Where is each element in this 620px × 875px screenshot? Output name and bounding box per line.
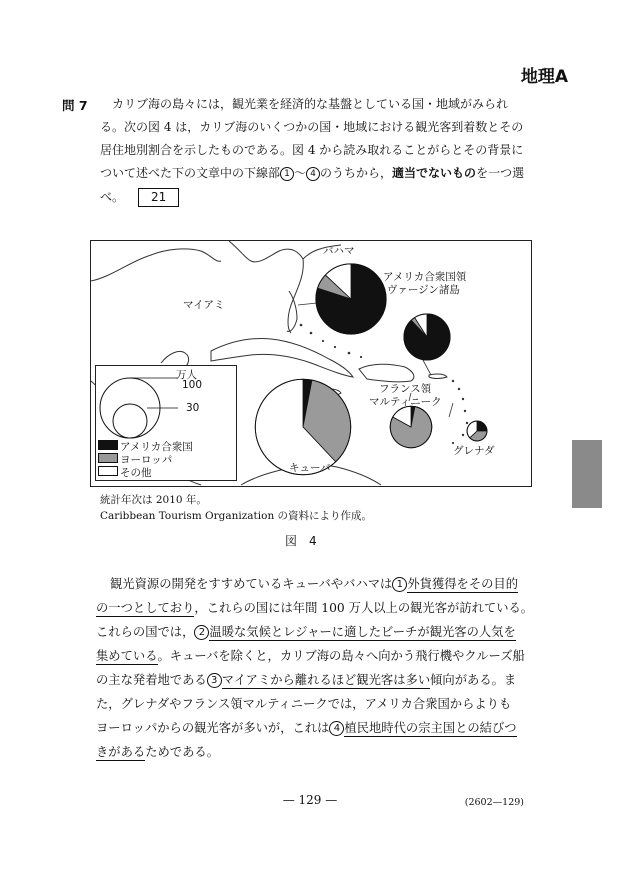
question-number: 問 7 xyxy=(62,98,88,113)
passage-line-4: 集めている。キューバを除くと，カリブ海の島々へ向かう飛行機やクルーズ船 xyxy=(96,649,525,663)
circled-4-icon: 4 xyxy=(329,721,344,736)
label-bahamas: バハマ xyxy=(323,245,355,257)
label-usvi-1: アメリカ合衆国領 xyxy=(383,271,467,283)
underline-4b: きがある xyxy=(96,745,146,759)
passage-line-7: ヨーロッパからの観光客が多いが，これは 4 植民地時代の宗主国との結びつ xyxy=(96,721,517,735)
question-line-5-text: べ。 xyxy=(100,190,125,204)
circled-2-icon: 2 xyxy=(194,625,209,640)
legend-item-europe: ヨーロッパ xyxy=(98,452,172,467)
side-tab-marker xyxy=(572,440,602,508)
question-line-2: る。次の図 4 は，カリブ海のいくつかの国・地域における観光客到着数とその xyxy=(100,120,524,134)
circled-4-icon: 4 xyxy=(306,167,320,181)
passage-line-6: た，グレナダやフランス領マルティニークでは，アメリカ合衆国からよりも xyxy=(96,697,512,711)
label-usvi-2: ヴァージン諸島 xyxy=(387,284,460,296)
legend xyxy=(95,365,237,481)
passage-line-5: の主な発着地である 3 マイアミから離れるほど観光客は多い傾向がある。ま xyxy=(96,673,517,687)
underline-2b: 集めている xyxy=(96,649,158,663)
underline-4a: 植民地時代の宗主国との結びつ xyxy=(344,721,517,735)
question-line-4-end: を一つ選 xyxy=(476,166,525,180)
swatch-black xyxy=(98,440,118,450)
passage-line-1: 観光資源の開発をすすめているキューバやバハマは 1 外貨獲得をその目的 xyxy=(110,577,519,591)
question-line-4-post: のうちから， xyxy=(320,166,393,180)
legend-size-large: 100 xyxy=(182,379,203,391)
label-martinique-2: マルティニーク xyxy=(369,396,442,408)
legend-circle-small xyxy=(113,404,147,438)
figure-caption: 図 4 xyxy=(285,534,317,548)
label-martinique-1: フランス領 xyxy=(379,383,432,395)
question-emphasis: 適当でないもの xyxy=(392,166,477,180)
underline-2a: 温暖な気候とレジャーに適したビーチが観光客の人気を xyxy=(209,625,516,639)
label-grenada: グレナダ xyxy=(453,445,495,457)
passage-line-8: きがあるためである。 xyxy=(96,745,219,759)
question-line-5 xyxy=(100,186,179,209)
circled-3-icon: 3 xyxy=(207,673,222,688)
label-cuba: キューバ xyxy=(289,462,331,474)
underline-3: マイアミから離れるほど観光客は多い xyxy=(221,673,431,687)
page-number: — 129 — xyxy=(282,793,338,807)
question-line-4-pre: ついて述べた下の文章中の下線部 xyxy=(100,166,281,180)
figure-map xyxy=(90,240,532,487)
subject-title: 地理A xyxy=(520,67,568,87)
legend-size-small: 30 xyxy=(186,402,200,414)
circled-1-icon: 1 xyxy=(392,577,407,592)
figure-note-2: Caribbean Tourism Organization の資料により作成。 xyxy=(100,510,373,522)
legend-item-usa: アメリカ合衆国 xyxy=(98,439,193,454)
label-miami: マイアミ xyxy=(183,299,225,311)
underline-1a: 外貨獲得をその目的 xyxy=(407,577,519,591)
tilde: ～ xyxy=(294,166,307,180)
question-line-4 xyxy=(100,162,524,185)
page-code: (2602—129) xyxy=(464,797,524,808)
question-line-3: 居住地別割合を示したものである。図 4 から読み取れることがらとその背景に xyxy=(100,143,524,157)
legend-unit: 万人 xyxy=(176,369,197,381)
puerto-rico-island xyxy=(429,374,447,379)
answer-box[interactable]: 21 xyxy=(138,188,179,207)
circled-1-icon: 1 xyxy=(280,167,294,181)
passage-line-2: の一つとしており，これらの国には年間 100 万人以上の観光客が訪れている。 xyxy=(96,601,534,615)
swatch-white xyxy=(98,466,118,476)
hispaniola-island xyxy=(359,364,414,382)
underline-1b: の一つとしており xyxy=(96,601,195,615)
swatch-gray xyxy=(98,453,118,463)
question-line-1: カリブ海の島々には，観光業を経済的な基盤としている国・地域がみられ xyxy=(112,97,509,111)
passage-line-3: これらの国では， 2 温暖な気候とレジャーに適したビーチが観光客の人気を xyxy=(96,625,516,639)
figure-note-1: 統計年次は 2010 年。 xyxy=(100,494,207,506)
legend-item-other: その他 xyxy=(98,465,152,480)
